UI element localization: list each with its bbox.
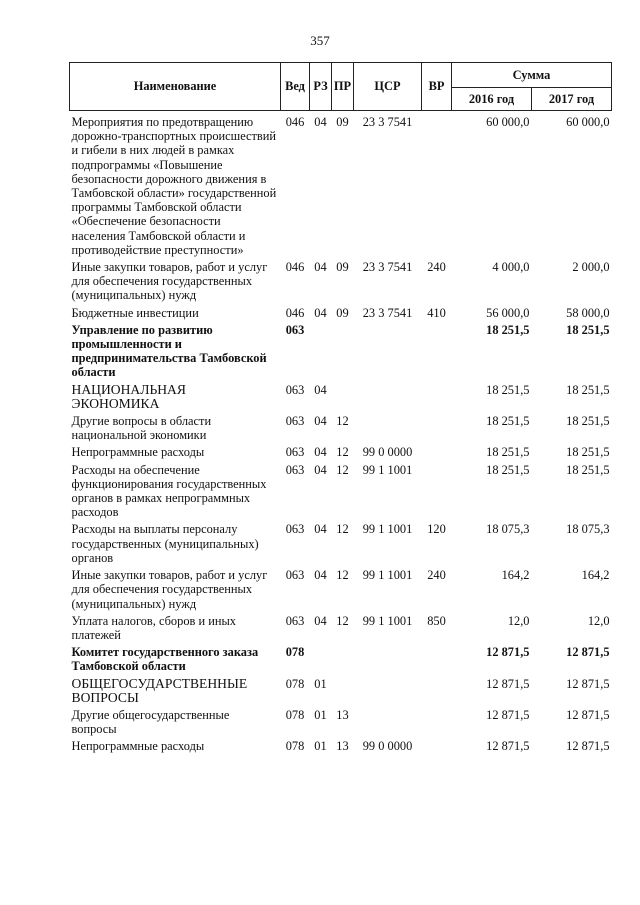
row-pr [332, 383, 354, 414]
row-pr: 09 [336, 115, 349, 129]
row-2017: 12 871,5 [566, 676, 610, 691]
table-row [70, 383, 612, 414]
row-name: Расходы на обеспечение функционирования государственных органов в рамках непрограммных расходов [71, 462, 267, 520]
row-csr: 99 0 0000 [362, 445, 413, 460]
row-rz: 01 [314, 739, 327, 754]
table-row [70, 568, 612, 614]
table-header [70, 63, 612, 111]
row-2017: 18 251,5 [566, 322, 610, 337]
header-vr: ВР [422, 63, 452, 111]
row-ved: 078 [285, 676, 305, 691]
table-body [70, 111, 612, 757]
row-2017: 18 075,3 [566, 522, 610, 537]
row-rz: 04 [314, 568, 327, 583]
table-row [70, 111, 612, 261]
row-ved: 063 [285, 462, 305, 477]
row-pr [332, 323, 354, 383]
row-vr: 410 [427, 305, 446, 320]
table-row [70, 739, 612, 756]
row-rz: 04 [314, 522, 327, 537]
row-csr: 23 3 7541 [362, 305, 413, 320]
row-vr [422, 645, 452, 676]
row-2017: 18 251,5 [566, 382, 610, 397]
row-vr [422, 323, 452, 383]
header-2017: 2017 год [532, 88, 612, 111]
row-rz: 04 [314, 382, 327, 397]
table-row [70, 414, 612, 445]
row-vr [422, 111, 452, 261]
table-row [70, 708, 612, 739]
row-2017: 12 871,5 [566, 739, 610, 754]
row-ved: 078 [285, 645, 305, 660]
header-csr: ЦСР [354, 63, 422, 111]
row-2016: 164,2 [501, 568, 530, 583]
row-ved: 078 [285, 707, 305, 722]
row-2017: 58 000,0 [566, 305, 610, 320]
row-2016: 12 871,5 [486, 707, 530, 722]
row-csr [354, 414, 422, 445]
row-pr: 09 [336, 305, 349, 320]
row-2016: 12,0 [507, 613, 530, 628]
row-2016: 12 871,5 [486, 739, 530, 754]
table-row [70, 463, 612, 523]
row-csr [354, 677, 422, 708]
row-csr [354, 383, 422, 414]
row-name: Управление по развитию промышленности и предпринимательства Тамбовской области [71, 322, 267, 380]
row-name: Комитет государственного заказа Тамбовской области [71, 645, 259, 674]
header-pr: ПР [332, 63, 354, 111]
row-2017: 18 251,5 [566, 414, 610, 429]
row-vr: 850 [427, 613, 446, 628]
table-row [70, 445, 612, 462]
header-2016: 2016 год [452, 88, 532, 111]
row-csr: 99 1 1001 [362, 568, 413, 583]
row-ved: 063 [285, 613, 305, 628]
table-row [70, 306, 612, 323]
row-vr [422, 383, 452, 414]
row-2016: 18 251,5 [486, 445, 530, 460]
header-name: Наименование [70, 63, 281, 111]
table-row [70, 522, 612, 568]
row-pr [332, 645, 354, 676]
row-pr: 09 [336, 260, 349, 275]
row-name: Иные закупки товаров, работ и услуг для обеспечения государственных (муниципальных) нужд [71, 568, 268, 611]
row-ved: 063 [285, 322, 305, 337]
row-2017: 2 000,0 [572, 260, 610, 275]
row-2017: 12 871,5 [566, 645, 610, 660]
row-pr: 13 [336, 707, 349, 722]
row-vr: 240 [427, 568, 446, 583]
table-row [70, 677, 612, 708]
row-csr: 99 0 0000 [362, 739, 413, 754]
row-vr [422, 739, 452, 756]
row-ved: 063 [285, 414, 305, 429]
row-csr: 23 3 7541 [362, 115, 413, 129]
row-name: Непрограммные расходы [71, 739, 205, 754]
row-name: Уплата налогов, сборов и иных платежей [71, 613, 236, 642]
row-rz: 04 [314, 462, 327, 477]
row-csr: 99 1 1001 [362, 462, 413, 477]
row-csr: 23 3 7541 [362, 260, 413, 275]
header-rz: РЗ [310, 63, 332, 111]
row-2017: 18 251,5 [566, 462, 610, 477]
row-csr [354, 645, 422, 676]
row-csr [354, 323, 422, 383]
row-pr: 13 [336, 739, 349, 754]
row-ved: 046 [285, 115, 305, 129]
row-2016: 56 000,0 [486, 305, 530, 320]
row-2016: 18 251,5 [486, 382, 530, 397]
row-2017: 12 871,5 [566, 707, 610, 722]
row-ved: 046 [285, 305, 305, 320]
row-ved: 063 [285, 568, 305, 583]
row-pr: 12 [336, 522, 349, 537]
row-pr: 12 [336, 613, 349, 628]
row-vr [422, 463, 452, 523]
row-2017: 164,2 [581, 568, 610, 583]
row-2016: 12 871,5 [486, 645, 530, 660]
header-sum: Сумма [452, 63, 612, 88]
table-row [70, 323, 612, 383]
row-vr [422, 708, 452, 739]
row-name: Мероприятия по предотвращению дорожно-транспортных происшествий и гибели в них людей в рамках подпрограммы «Повышение безопасности дорожного движения в Тамбовской области» государственной программы Тамбовской области «Обеспечение безопасности населения Тамбовской области и противодействие преступности» [71, 115, 277, 257]
row-vr [422, 445, 452, 462]
budget-table [69, 62, 612, 757]
row-2016: 12 871,5 [486, 676, 530, 691]
row-name: Бюджетные инвестиции [71, 305, 199, 320]
row-rz: 01 [314, 676, 327, 691]
row-rz: 04 [314, 445, 327, 460]
row-vr [422, 414, 452, 445]
row-pr [332, 677, 354, 708]
row-rz: 04 [314, 414, 327, 429]
row-ved: 046 [285, 260, 305, 275]
row-name: Другие общегосударственные вопросы [71, 707, 230, 737]
row-csr [354, 708, 422, 739]
row-2016: 18 075,3 [486, 522, 530, 537]
row-rz: 04 [314, 260, 327, 275]
table-row [70, 645, 612, 676]
row-2016: 18 251,5 [486, 322, 530, 337]
row-rz [310, 323, 332, 383]
table-row [70, 614, 612, 645]
row-name: Другие вопросы в области национальной экономики [71, 414, 212, 443]
row-pr: 12 [336, 414, 349, 429]
row-2016: 60 000,0 [486, 115, 530, 129]
row-vr [422, 677, 452, 708]
row-vr: 240 [427, 260, 446, 275]
row-csr: 99 1 1001 [362, 613, 413, 628]
row-name: Непрограммные расходы [71, 445, 205, 460]
row-name: Расходы на выплаты персоналу государственных (муниципальных) органов [71, 522, 259, 565]
row-rz: 04 [314, 613, 327, 628]
row-2016: 18 251,5 [486, 462, 530, 477]
row-rz: 04 [314, 115, 327, 129]
row-2016: 4 000,0 [492, 260, 530, 275]
row-name: НАЦИОНАЛЬНАЯ ЭКОНОМИКА [71, 381, 186, 411]
row-2016: 18 251,5 [486, 414, 530, 429]
row-ved: 078 [285, 739, 305, 754]
page-number: 357 [310, 33, 330, 48]
row-2017: 12,0 [587, 613, 610, 628]
row-ved: 063 [285, 382, 305, 397]
header-ved: Вед [281, 63, 310, 111]
row-vr: 120 [427, 522, 446, 537]
row-pr: 12 [336, 445, 349, 460]
row-rz [310, 645, 332, 676]
row-ved: 063 [285, 445, 305, 460]
row-csr: 99 1 1001 [362, 522, 413, 537]
row-name: Иные закупки товаров, работ и услуг для обеспечения государственных (муниципальных) нужд [71, 260, 268, 303]
row-pr: 12 [336, 462, 349, 477]
row-rz: 01 [314, 707, 327, 722]
row-pr: 12 [336, 568, 349, 583]
row-rz: 04 [314, 305, 327, 320]
row-2017: 18 251,5 [566, 445, 610, 460]
row-name: ОБЩЕГОСУДАРСТВЕННЫЕ ВОПРОСЫ [71, 675, 248, 705]
table-row [70, 260, 612, 306]
row-2017: 60 000,0 [566, 115, 610, 129]
row-ved: 063 [285, 522, 305, 537]
